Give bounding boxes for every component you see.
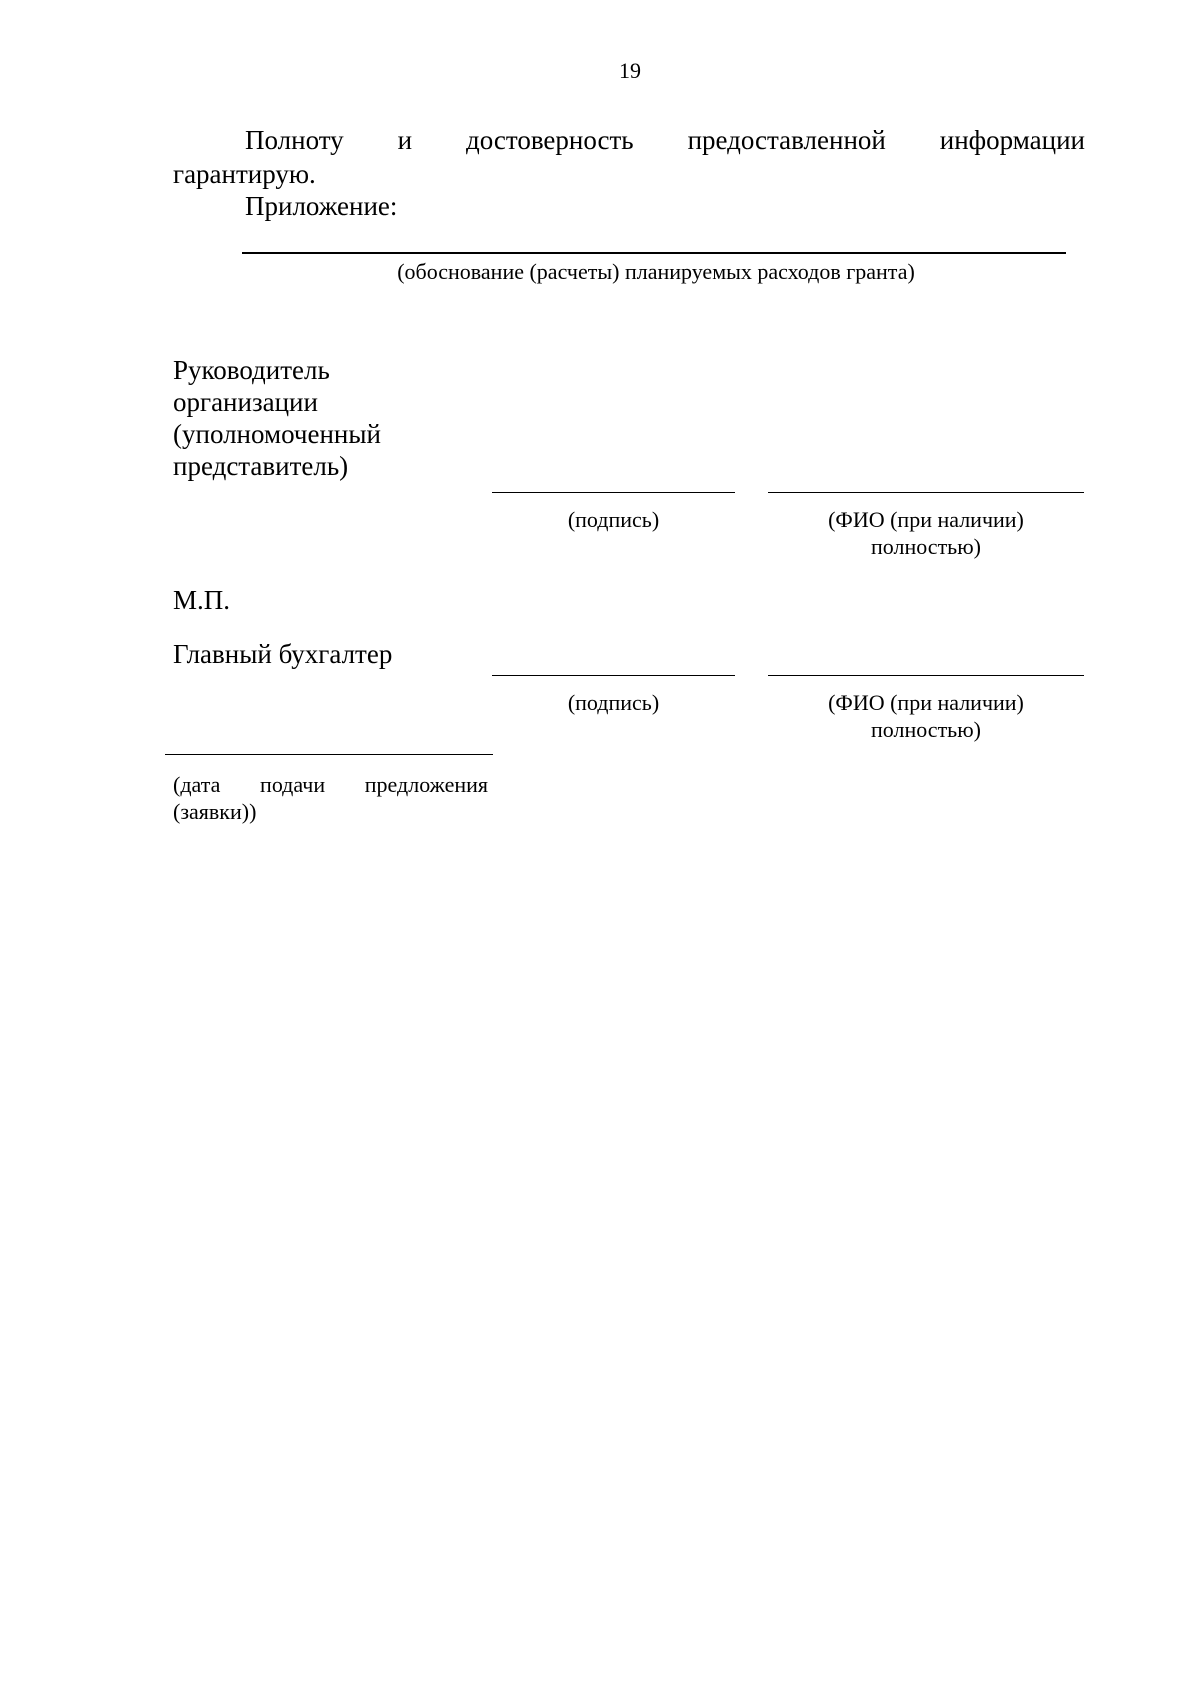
head-name-caption-line: (ФИО (при наличии) (828, 507, 1024, 532)
chief-accountant-title: Главный бухгалтер (173, 639, 393, 669)
date-caption-word: подачи (260, 772, 326, 797)
date-caption-word: предложения (364, 772, 488, 797)
stamp-label: М.П. (173, 585, 231, 615)
date-caption-word: (дата (173, 772, 221, 797)
date-line (165, 754, 493, 755)
guarantee-statement (245, 124, 1085, 156)
date-caption-line (173, 771, 488, 798)
guarantee-continuation: гарантирую. (173, 159, 316, 189)
appendix-caption: (обоснование (расчеты) планируемых расходов гранта) (397, 259, 915, 284)
guarantee-word: достоверность (465, 125, 634, 155)
chief-signature-caption: (подпись) (567, 690, 660, 715)
head-title-line: (уполномоченный (173, 419, 381, 449)
chief-name-caption (768, 689, 1084, 743)
head-title (173, 354, 473, 482)
chief-name-caption-line: полностью) (871, 717, 981, 742)
head-name-caption-line: полностью) (871, 534, 981, 559)
head-title-line: представитель) (173, 451, 349, 481)
date-caption (173, 771, 488, 825)
chief-signature-line (492, 675, 735, 676)
head-signature-caption: (подпись) (567, 507, 660, 532)
head-title-line: Руководитель (173, 355, 330, 385)
head-signature-line (492, 492, 735, 493)
head-name-line (768, 492, 1084, 493)
chief-name-line (768, 675, 1084, 676)
guarantee-word: информации (939, 125, 1085, 155)
guarantee-word: и (397, 125, 413, 155)
chief-name-caption-line: (ФИО (при наличии) (828, 690, 1024, 715)
page-number: 19 (619, 58, 641, 83)
guarantee-word: предоставленной (687, 125, 886, 155)
date-caption-line: (заявки)) (173, 799, 257, 824)
appendix-label: Приложение: (245, 191, 398, 221)
head-name-caption (768, 506, 1084, 560)
appendix-fill-line (242, 252, 1066, 254)
guarantee-word: Полноту (245, 125, 344, 155)
head-title-line: организации (173, 387, 318, 417)
